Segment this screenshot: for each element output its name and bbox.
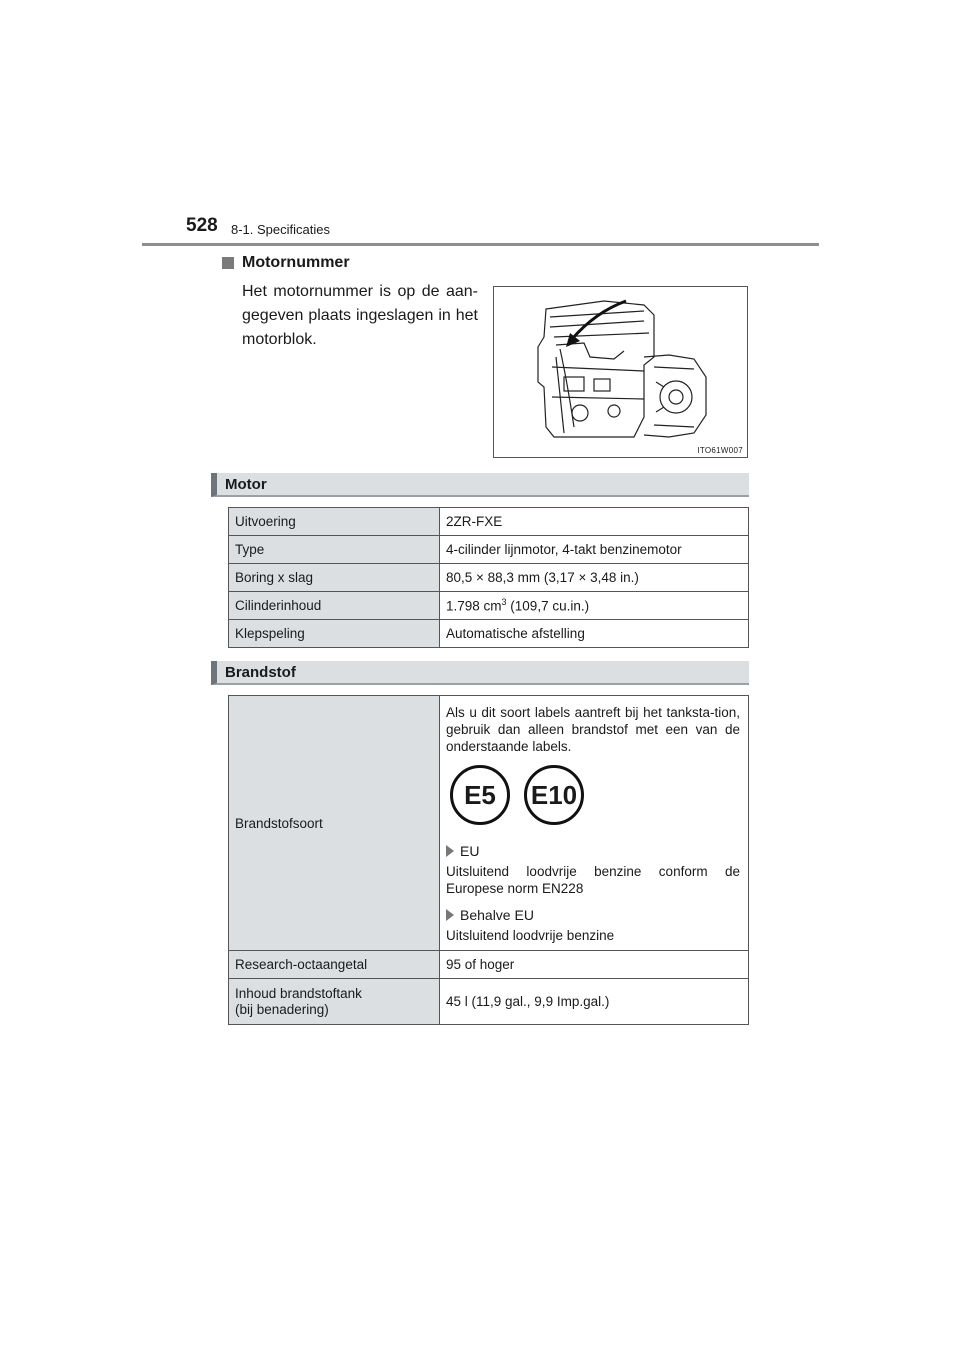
fuel-type-description: Als u dit soort labels aantreft bij het tanksta-tion, gebruik dan alleen brandstof met een van de onderstaande labels.	[446, 705, 740, 754]
figure-code: ITO61W007	[697, 446, 743, 455]
header-rule	[142, 243, 819, 246]
spec-value: 95 of hoger	[440, 951, 749, 979]
fuel-spec-table	[228, 695, 749, 1025]
eu-heading-text: EU	[460, 843, 480, 859]
spec-label	[229, 979, 440, 1025]
spec-value: 45 l (11,9 gal., 9,9 Imp.gal.)	[440, 979, 749, 1025]
engine-number-heading	[222, 254, 350, 272]
tank-label-line-1: Inhoud brandstoftank	[235, 985, 362, 1001]
non-eu-heading-text: Behalve EU	[460, 907, 534, 923]
displacement-exponent: 3	[501, 597, 507, 608]
eu-text: Uitsluitend loodvrije benzine conform de Europese norm EN228	[446, 864, 740, 896]
triangle-bullet-icon	[446, 845, 454, 857]
e10-fuel-label: E10	[524, 765, 584, 825]
displacement-value: 1.798 cm	[446, 598, 502, 614]
page-number: 528	[186, 215, 218, 236]
spec-label: Uitvoering	[229, 508, 440, 536]
spec-label: Boring x slag	[229, 564, 440, 592]
fuel-label-logos	[446, 765, 740, 835]
spec-value: Automatische afstelling	[440, 620, 749, 648]
non-eu-text: Uitsluitend loodvrije benzine	[446, 928, 615, 943]
spec-value: 4-cilinder lijnmotor, 4-takt benzinemotor	[440, 536, 749, 564]
e5-fuel-label: E5	[450, 765, 510, 825]
eu-heading	[446, 843, 740, 859]
table-row	[229, 592, 749, 620]
spec-label: Type	[229, 536, 440, 564]
spec-value	[440, 592, 749, 620]
table-row	[229, 508, 749, 536]
displacement-imperial: (109,7 cu.in.)	[506, 598, 590, 614]
tank-label-line-2: (bij benadering)	[235, 1001, 329, 1017]
section-title: 8-1. Specificaties	[231, 222, 330, 237]
fuel-section-header: Brandstof	[211, 661, 749, 685]
motor-section-header: Motor	[211, 473, 749, 497]
motor-spec-table	[228, 507, 749, 648]
engine-figure	[493, 286, 748, 458]
table-row	[229, 979, 749, 1025]
triangle-bullet-icon	[446, 909, 454, 921]
table-row	[229, 696, 749, 951]
non-eu-heading	[446, 907, 740, 923]
fuel-type-cell	[440, 696, 749, 951]
engine-number-text: Het motornummer is op de aan-gegeven plaats ingeslagen in het motorblok.	[242, 283, 478, 348]
spec-label: Klepspeling	[229, 620, 440, 648]
square-bullet-icon	[222, 257, 234, 269]
spec-label: Cilinderinhoud	[229, 592, 440, 620]
spec-label: Brandstofsoort	[229, 696, 440, 951]
spec-label: Research-octaangetal	[229, 951, 440, 979]
table-row	[229, 620, 749, 648]
engine-number-heading-text: Motornummer	[242, 254, 350, 271]
table-row	[229, 951, 749, 979]
spec-value: 80,5 × 88,3 mm (3,17 × 3,48 in.)	[440, 564, 749, 592]
table-row	[229, 564, 749, 592]
engine-illustration	[494, 287, 747, 457]
table-row	[229, 536, 749, 564]
spec-value: 2ZR-FXE	[440, 508, 749, 536]
